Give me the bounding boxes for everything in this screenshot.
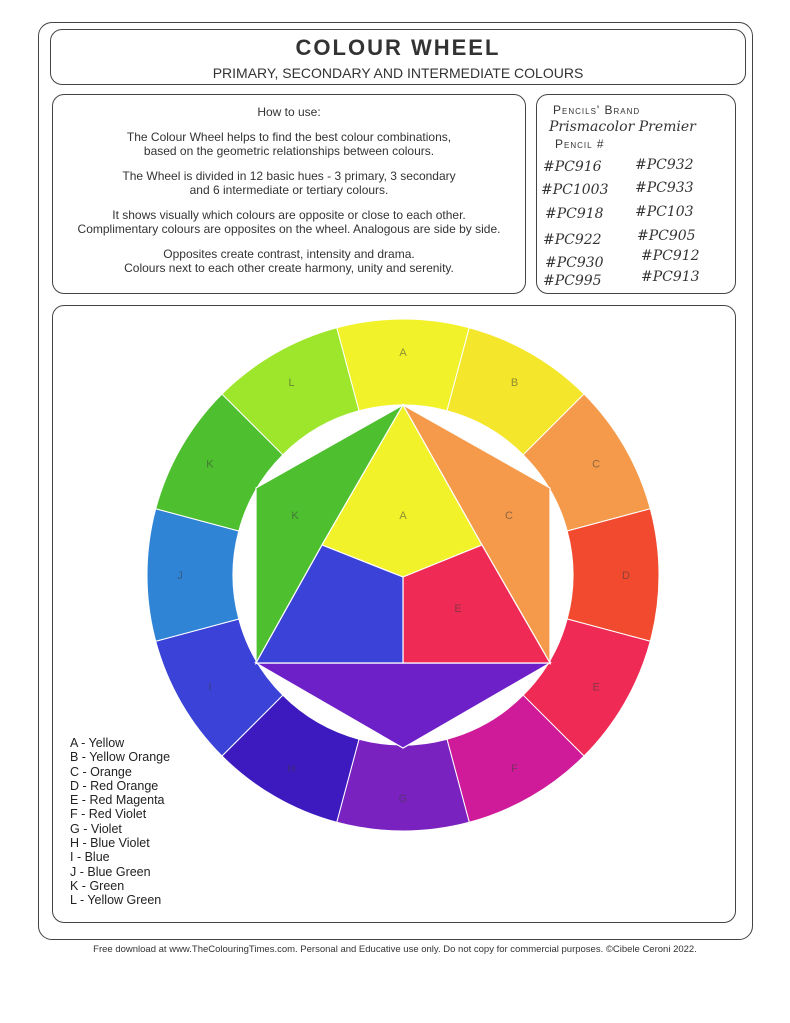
pencil-code: #PC1003 [541,182,609,198]
wheel-segment-label: B [510,376,519,389]
legend-item: J - Blue Green [70,864,151,879]
pencil-code: #PC103 [635,204,694,220]
colour-wheel-inner-shapes [256,405,550,748]
page-title: COLOUR WHEEL [295,35,501,60]
pencil-code: #PC916 [543,159,602,175]
how-to-line: It shows visually which colours are opposite or close to each other. [112,208,466,222]
footer-note: Free download at www.TheColouringTimes.com. Personal and Educative use only. Do not copy for commercial purposes. ©Cibele Ceroni 2022. [93,944,697,955]
wheel-segment-label: G [398,793,408,805]
wheel-segment-label: K [206,458,214,471]
how-to-line: The Wheel is divided in 12 basic hues - 3 primary, 3 secondary [122,169,456,183]
pencils-brand-value: Prismacolor Premier [549,119,696,135]
wheel-segment-a [337,319,470,411]
wheel-segment-label: I [208,681,212,694]
how-to-line: Colours next to each other create harmony, unity and serenity. [124,261,454,275]
legend-item: F - Red Violet [70,807,147,822]
pencil-code: #PC922 [543,232,602,248]
legend-item: H - Blue Violet [70,836,150,851]
legend-item: L - Yellow Green [70,893,162,908]
wheel-segment-g [337,739,470,831]
wheel-segment-d [567,509,659,642]
wheel-segment-label: L [288,376,295,389]
wheel-segment-label: F [511,763,518,776]
pencil-code: #PC913 [641,269,700,285]
pencil-code: #PC930 [545,255,604,271]
inner-shape-label: C [505,510,513,522]
legend-item: A - Yellow [70,736,125,750]
inner-shape-label: E [454,603,462,615]
legend-item: E - Red Magenta [70,793,165,808]
legend-item: D - Red Orange [70,778,159,793]
wheel-segment-label: J [177,570,183,582]
legend-item: G - Violet [70,821,122,836]
legend-item: I - Blue [70,850,110,865]
inner-shape-label: K [291,510,299,522]
legend-item: K - Green [70,878,125,893]
legend-item: C - Orange [70,764,132,779]
how-to-line: and 6 intermediate or tertiary colours. [189,183,389,197]
colour-legend [70,736,170,908]
pencil-code: #PC932 [635,157,694,173]
how-to-line: The Colour Wheel helps to find the best colour combinations, [126,130,452,144]
wheel-segment-label: E [592,681,600,694]
wheel-segment-label: A [399,347,407,359]
pencil-number-label: Pencil # [555,137,605,151]
pencil-code: #PC933 [635,180,694,196]
pencil-code: #PC918 [545,206,604,222]
wheel-segment-label: D [622,570,630,582]
pencils-brand-label: Pencils' Brand [553,103,641,117]
how-to-line: Complimentary colours are opposites on the wheel. Analogous are side by side. [77,222,501,236]
wheel-segment-label: C [592,458,601,471]
page-subtitle: PRIMARY, SECONDARY AND INTERMEDIATE COLOURS [212,65,584,81]
pencil-code: #PC912 [641,248,700,264]
how-to-heading: How to use: [257,105,321,119]
inner-shape-label: A [399,510,407,522]
wheel-segment-j [147,509,239,642]
pencil-code: #PC995 [543,273,602,289]
legend-item: B - Yellow Orange [70,750,171,765]
wheel-segment-label: H [287,763,296,776]
pencil-code: #PC905 [637,228,696,244]
how-to-line: Opposites create contrast, intensity and drama. [163,247,415,261]
how-to-line: based on the geometric relationships between colours. [143,144,435,158]
